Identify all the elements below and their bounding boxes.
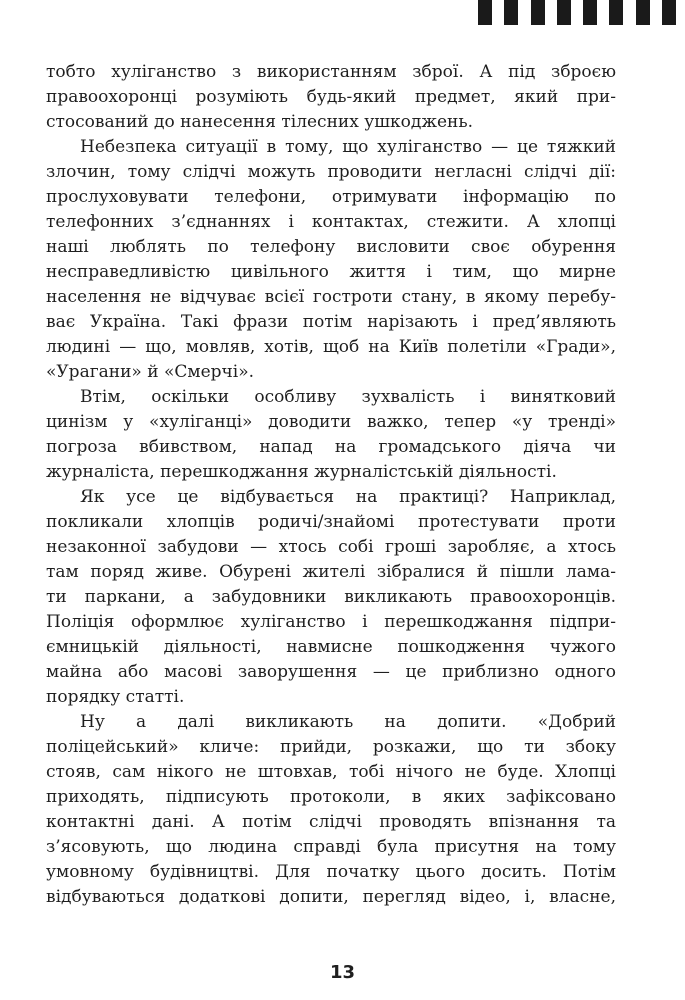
text-line: порядку статті.: [46, 687, 185, 707]
text-line: стояв, сам нікого не штовхав, тобі нічого не буде. Хлопці: [46, 762, 616, 782]
text-line: злочин, тому слідчі можуть проводити негласні слідчі дії:: [46, 162, 616, 182]
paragraph-4: [46, 485, 616, 710]
header-stripe: [636, 0, 650, 25]
text-line: телефонних з’єднаннях і контактах, стежити. А хлопці: [46, 212, 616, 232]
paragraph-3: [46, 385, 616, 485]
text-line: там поряд живе. Обурені жителі зібралися й пішли лама-: [46, 562, 616, 582]
header-stripe: [531, 0, 545, 25]
text-line: Небезпека ситуації в тому, що хуліганство — це тяжкий: [80, 137, 616, 157]
text-line: приходять, підписують протоколи, в яких зафіксовано: [46, 787, 616, 807]
text-line: несправедливістю цивільного життя і тим, що мирне: [46, 262, 616, 282]
header-stripe: [557, 0, 571, 25]
text-line: «Урагани» й «Смерчі».: [46, 362, 255, 382]
text-line: Як усе це відбувається на практиці? Наприклад,: [80, 487, 616, 507]
text-line: прослуховувати телефони, отримувати інформацію по: [46, 187, 616, 207]
text-line: ває Україна. Такі фрази потім нарізають і пред’являють: [46, 312, 616, 332]
paragraph-2: [46, 135, 616, 385]
text-line: відбуваються додаткові допити, перегляд відео, і, власне,: [46, 887, 616, 907]
text-line: контактні дані. А потім слідчі проводять впізнання та: [46, 812, 616, 832]
text-line: майна або масові заворушення — це приблизно одного: [46, 662, 616, 682]
text-line: людині — що, мовляв, хотів, щоб на Київ полетіли «Гради»,: [46, 337, 616, 357]
text-line: журналіста, перешкоджання журналістській діяльності.: [46, 462, 557, 482]
text-line: правоохоронці розуміють будь-який предмет, який при-: [46, 87, 616, 107]
text-line: покликали хлопців родичі/знайомі протестувати проти: [46, 512, 616, 532]
text-line: тобто хуліганство з використанням зброї. А під зброєю: [46, 62, 616, 82]
text-line: цинізм у «хуліганці» доводити важко, тепер «у тренді»: [46, 412, 616, 432]
text-line: умовному будівництві. Для початку цього досить. Потім: [46, 862, 616, 882]
text-line: поліцейський» кличе: прийди, розкажи, що ти збоку: [46, 737, 616, 757]
text-line: ємницькій діяльності, навмисне пошкодження чужого: [46, 637, 616, 657]
text-line: погроза вбивством, напад на громадського діяча чи: [46, 437, 616, 457]
text-line: ти паркани, а забудовники викликають правоохоронців.: [46, 587, 616, 607]
header-stripe: [662, 0, 676, 25]
body-text: [46, 60, 616, 910]
text-line: Втім, оскільки особливу зухвалість і винятковий: [80, 387, 616, 407]
text-line: стосований до нанесення тілесних ушкоджень.: [46, 112, 474, 132]
header-stripes-decoration: [478, 0, 676, 25]
text-line: з’ясовують, що людина справді була присутня на тому: [46, 837, 616, 857]
text-line: Поліція оформлює хуліганство і перешкоджання підпри-: [46, 612, 616, 632]
header-stripe: [504, 0, 518, 25]
header-stripe: [609, 0, 623, 25]
page-number: 13: [329, 962, 356, 983]
text-line: населення не відчуває всієї гостроти стану, в якому перебу-: [46, 287, 616, 307]
paragraph-5: [46, 710, 616, 910]
paragraph-1: [46, 60, 616, 135]
text-line: незаконної забудови — хтось собі гроші заробляє, а хтось: [46, 537, 616, 557]
text-line: наші люблять по телефону висловити своє обурення: [46, 237, 616, 257]
header-stripe: [583, 0, 597, 25]
header-stripe: [478, 0, 492, 25]
text-line: Ну а далі викликають на допити. «Добрий: [80, 712, 616, 732]
